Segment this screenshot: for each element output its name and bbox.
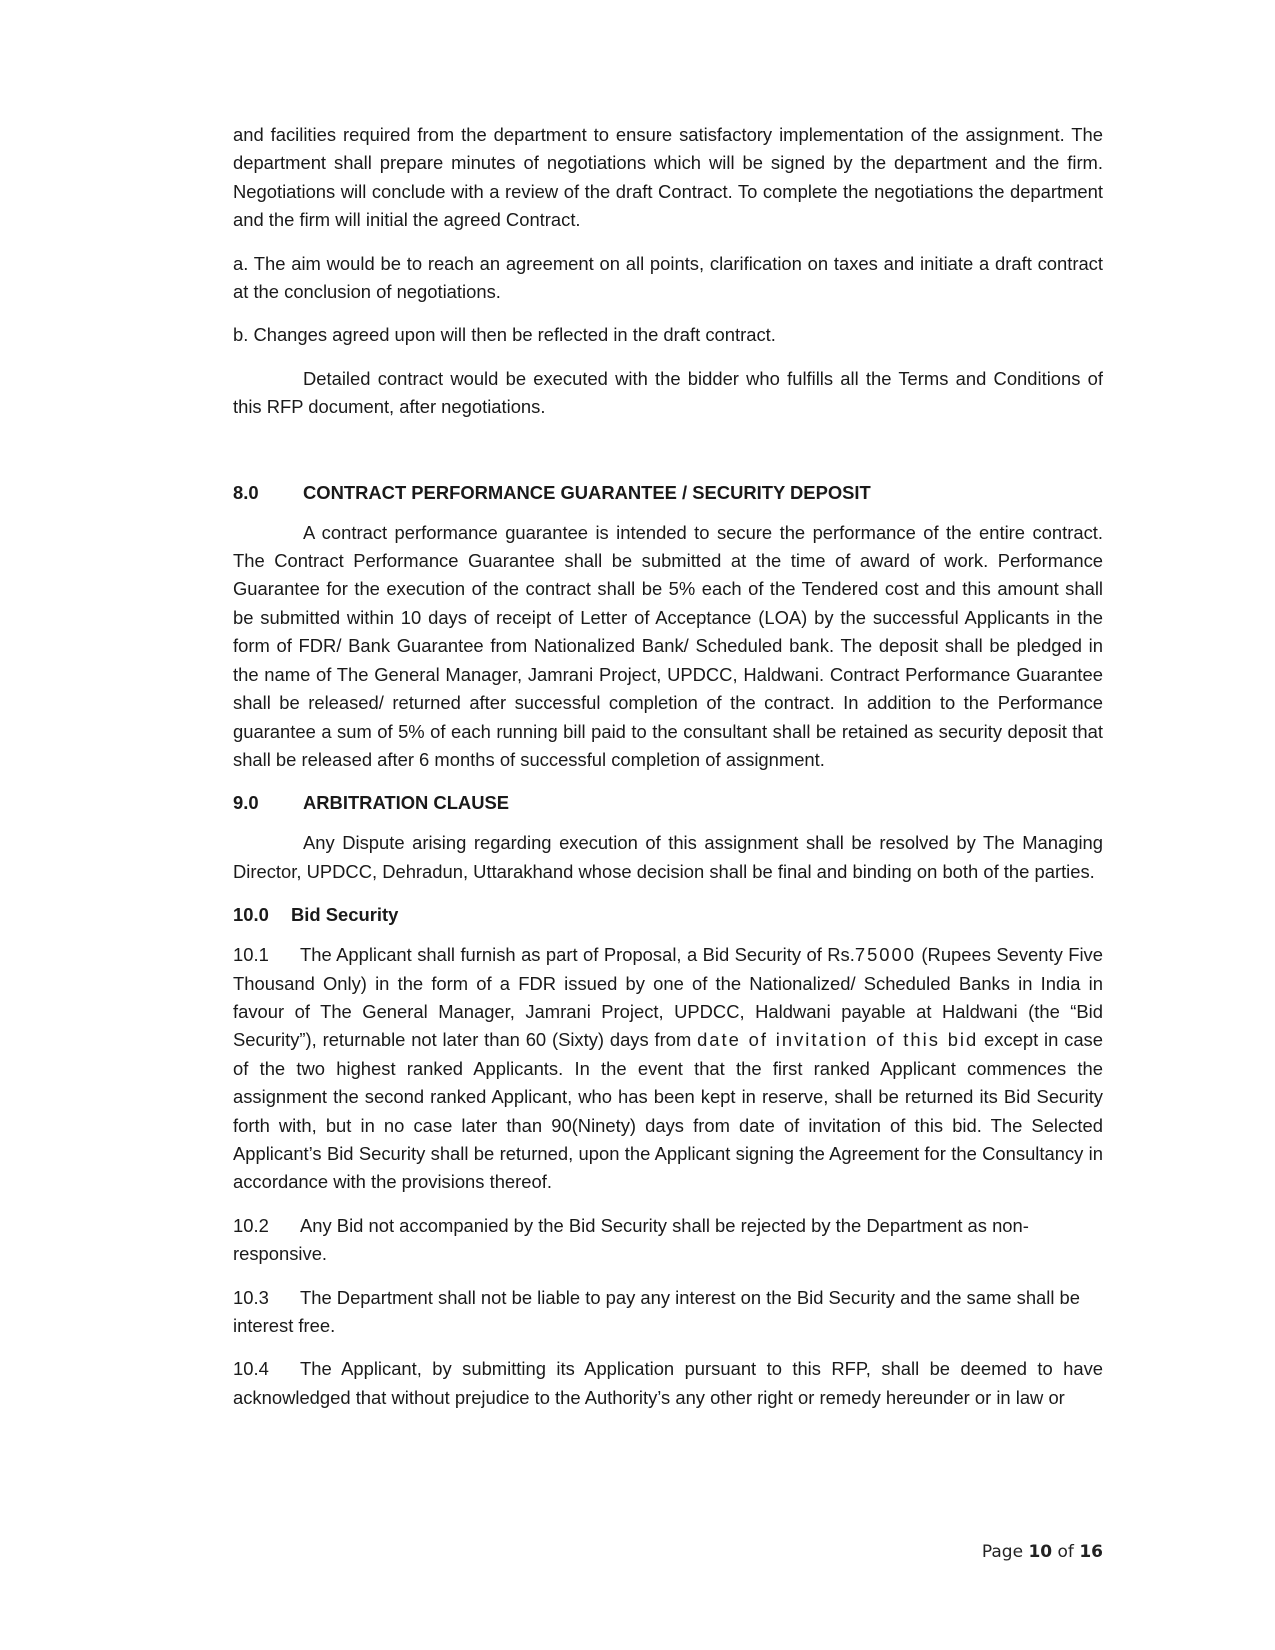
section-9-number: 9.0	[233, 792, 259, 814]
section-10-heading	[233, 901, 1103, 929]
section-10-title: Bid Security	[291, 904, 399, 926]
clause-10-4-number: 10.4	[233, 1358, 269, 1380]
section-8-title: CONTRACT PERFORMANCE GUARANTEE / SECURITY DEPOSIT	[303, 481, 871, 503]
clause-10-1-text-part3: except in case of the two highest ranked Applicants. In the event that the first ranked Applicant commences the assignment the second ranked Applicant, who has been kept in reserve, shall be returned its Bid Security forth with, but in no case later than 90(Ninety) days from date of invitation of this bid. The Selected Applicant’s Bid Security shall be returned, upon the Applicant signing the Agreement for the Consultancy in accordance with the provisions thereof.	[233, 1029, 1103, 1193]
current-page-number: 10	[1028, 1542, 1053, 1562]
bid-security-amount: 75000	[854, 944, 916, 966]
intro-point-b: b. Changes agreed upon will then be reflected in the draft contract.	[233, 324, 776, 346]
spacer	[233, 437, 1103, 479]
page-body	[233, 121, 1103, 1427]
clause-10-1-number: 10.1	[233, 944, 269, 966]
clause-10-1-spaced-text: date of invitation of this bid	[697, 1029, 979, 1051]
clause-10-2-number: 10.2	[233, 1214, 269, 1236]
intro-point-a: a. The aim would be to reach an agreement on all points, clarification on taxes and initiate a draft contract at the conclusion of negotiations.	[233, 252, 1103, 303]
clause-10-4-text: The Applicant, by submitting its Application pursuant to this RFP, shall be deemed to have acknowledged that without prejudice to the Authority’s any other right or remedy hereunder or in law or	[233, 1358, 1103, 1408]
clause-10-3-number: 10.3	[233, 1286, 269, 1308]
section-8-heading	[233, 479, 1103, 507]
clause-10-4	[233, 1355, 1103, 1412]
intro-paragraph: and facilities required from the department to ensure satisfactory implementation of the assignment. The department shall prepare minutes of negotiations which will be signed by the department and the firm. Negotiations will conclude with a review of the draft Contract. To complete the negotiations the department and the firm will initial the agreed Contract.	[233, 124, 1103, 231]
clause-10-1-text-part1: The Applicant shall furnish as part of Proposal, a Bid Security of Rs.	[300, 944, 855, 966]
page-number-footer	[982, 1538, 1103, 1566]
total-pages: 16	[1079, 1542, 1103, 1562]
clause-10-1-text-part2: (Rupees Seventy Five Thousand Only) in the form of a FDR issued by one of the Nationalized/ Scheduled Banks in India in favour of The General Manager, Jamrani Project, UPDCC, Haldwani payable at Haldwani (the “Bid Security”), returnable not later than 60 (Sixty) days from	[233, 944, 1103, 1051]
clause-10-2-text: Any Bid not accompanied by the Bid Security shall be rejected by the Department as non-responsive.	[233, 1214, 1029, 1265]
clause-10-3-text: The Department shall not be liable to pay any interest on the Bid Security and the same shall be interest free.	[233, 1286, 1081, 1336]
section-9-body: Any Dispute arising regarding execution of this assignment shall be resolved by The Managing Director, UPDCC, Dehradun, Uttarakhand whose decision shall be final and binding on both of the parties.	[233, 832, 1103, 882]
section-10-number: 10.0	[233, 904, 269, 926]
section-8-number: 8.0	[233, 481, 259, 503]
section-9-heading	[233, 789, 1103, 817]
section-9-title: ARBITRATION CLAUSE	[303, 792, 510, 814]
section-8-body: A contract performance guarantee is intended to secure the performance of the entire contract. The Contract Performance Guarantee shall be submitted at the time of award of work. Performance Guarantee for the execution of the contract shall be 5% each of the Tendered cost and this amount shall be submitted within 10 days of receipt of Letter of Acceptance (LOA) by the successful Applicants in the form of FDR/ Bank Guarantee from Nationalized Bank/ Scheduled bank. The deposit shall be pledged in the name of The General Manager, Jamrani Project, UPDCC, Haldwani. Contract Performance Guarantee shall be released/ returned after successful completion of the contract. In addition to the Performance guarantee a sum of 5% of each running bill paid to the consultant shall be retained as security deposit that shall be released after 6 months of successful completion of assignment.	[233, 521, 1103, 770]
page-word: Page	[981, 1542, 1024, 1562]
clause-10-3	[233, 1284, 1103, 1341]
of-word: of	[1057, 1542, 1074, 1562]
intro-closing-paragraph: Detailed contract would be executed with the bidder who fulfills all the Terms and Conditions of this RFP document, after negotiations.	[233, 367, 1103, 418]
clause-10-2	[233, 1212, 1103, 1269]
clause-10-1	[233, 941, 1103, 1197]
